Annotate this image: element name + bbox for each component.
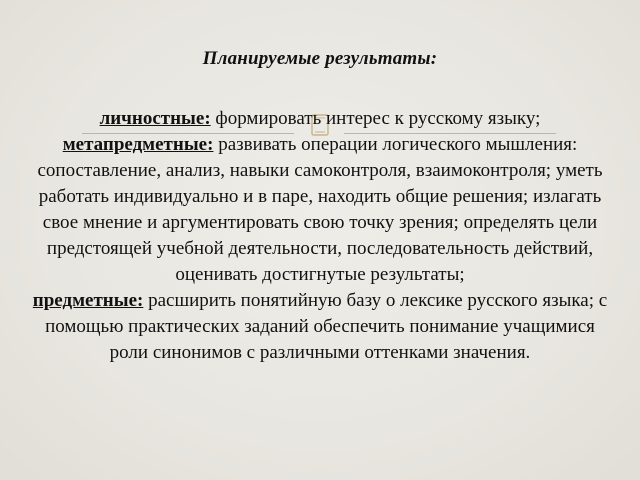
planned-results-text — [26, 106, 614, 366]
subject-text: расширить понятийную базу о лексике русского языка; с помощью практических заданий обеспечить понимание учащимися роли синонимов с различными оттенками значения. — [45, 290, 608, 363]
personal-text: формировать интерес к русскому языку; — [210, 108, 541, 129]
metasubject-text: развивать операции логического мышления: сопоставление, анализ, навыки самоконтроля, взаимоконтроля; уметь работать индивидуально и в паре, находить общие решения; излагать свое мнение и аргументировать свою точку зрения; определять цели предстоящей учебной деятельности, последовательность действий, оценивать достигнутые результаты; — [37, 134, 603, 285]
subject-label: предметные: — [32, 290, 144, 311]
slide-title: Планируемые результаты: — [202, 48, 438, 69]
metasubject-label: метапредметные: — [62, 134, 214, 155]
personal-label: личностные: — [99, 108, 211, 129]
